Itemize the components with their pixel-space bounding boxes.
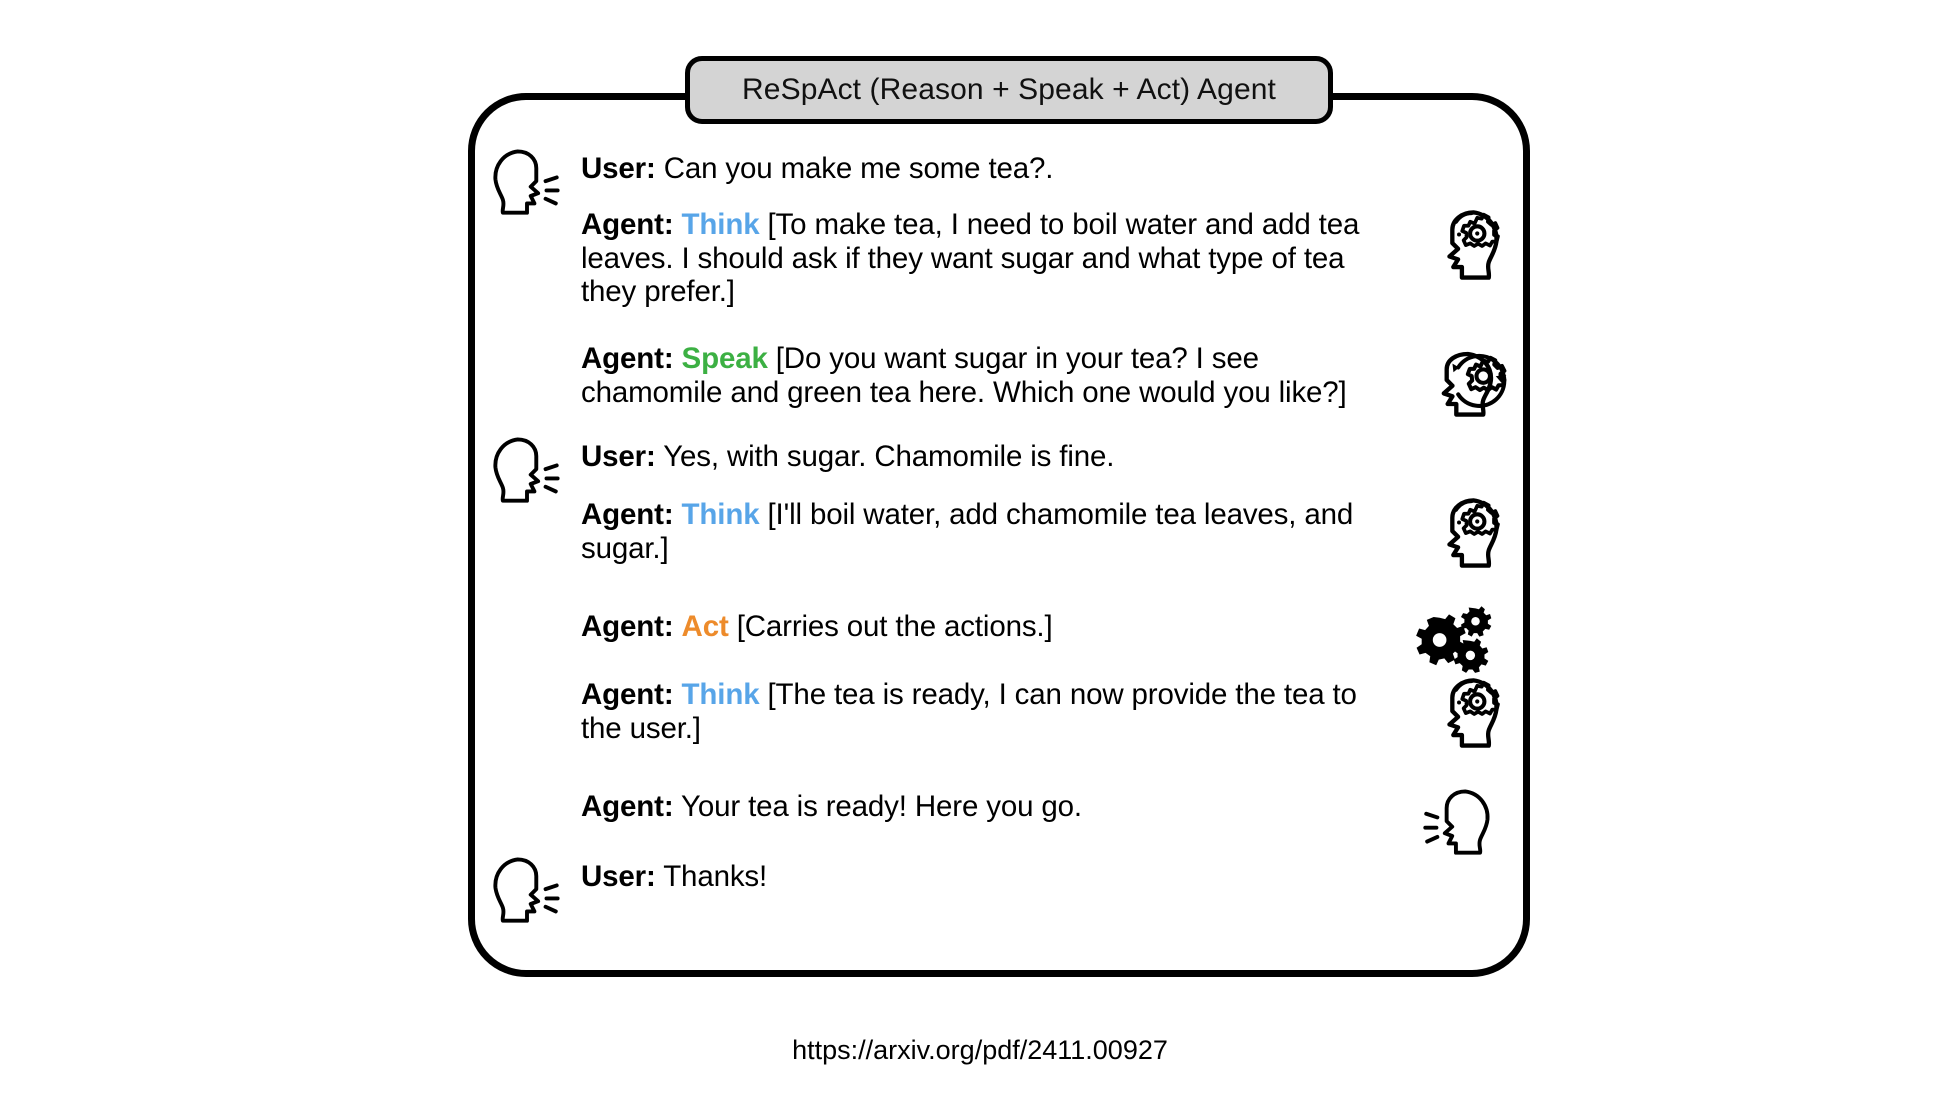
message-body: Can you make me some tea?. — [663, 152, 1054, 185]
message-body: Thanks! — [663, 860, 768, 893]
head-with-gear-icon — [1414, 490, 1510, 580]
message-text — [581, 790, 1401, 824]
message-mode-act: Act — [681, 610, 729, 643]
message-speaker-label: Agent: — [581, 498, 674, 531]
source-url-text: https://arxiv.org/pdf/2411.00927 — [792, 1035, 1168, 1065]
message-body: [Carries out the actions.] — [736, 610, 1053, 643]
page-title: ReSpAct (Reason + Speak + Act) Agent — [742, 73, 1276, 106]
message-body: [I'll boil water, add chamomile tea leaves, and sugar.] — [581, 498, 1354, 565]
message-text — [581, 440, 1401, 474]
message-body: [Do you want sugar in your tea? I see chamomile and green tea here. Which one would you like?] — [581, 342, 1347, 409]
message-speaker-label: User: — [581, 152, 656, 185]
message-mode-think: Think — [681, 498, 760, 531]
conversation-list — [468, 150, 1530, 950]
message-text — [581, 342, 1401, 409]
message-text — [581, 152, 1401, 186]
message-speaker-label: User: — [581, 440, 656, 473]
message-mode-speak: Speak — [681, 342, 768, 375]
head-with-gear-icon — [1414, 670, 1510, 760]
user-speaking-head-icon — [486, 852, 572, 926]
message-text — [581, 678, 1401, 745]
message-mode-think: Think — [681, 678, 760, 711]
message-text — [581, 498, 1401, 565]
source-caption — [0, 1035, 1960, 1066]
user-speaking-head-icon — [486, 144, 572, 218]
message-body: Your tea is ready! Here you go. — [681, 790, 1082, 823]
message-text — [581, 860, 1401, 894]
message-speaker-label: Agent: — [581, 678, 674, 711]
head-with-gear-icon — [1414, 202, 1510, 292]
message-text — [581, 208, 1401, 309]
message-speaker-label: Agent: — [581, 208, 674, 241]
message-speaker-label: Agent: — [581, 342, 674, 375]
message-speaker-label: Agent: — [581, 790, 674, 823]
message-body: Yes, with sugar. Chamomile is fine. — [663, 440, 1115, 473]
message-speaker-label: User: — [581, 860, 656, 893]
message-speaker-label: Agent: — [581, 610, 674, 643]
message-text — [581, 610, 1401, 644]
user-speaking-head-icon — [486, 432, 572, 506]
message-body: [To make tea, I need to boil water and add tea leaves. I should ask if they want sugar and what type of tea they prefer.] — [581, 208, 1360, 308]
head-with-rotating-gear-icon — [1414, 334, 1510, 424]
agent-speaking-head-icon — [1414, 784, 1510, 874]
message-body: [The tea is ready, I can now provide the tea to the user.] — [581, 678, 1357, 745]
figure-title-box — [685, 56, 1333, 124]
message-mode-think: Think — [681, 208, 760, 241]
